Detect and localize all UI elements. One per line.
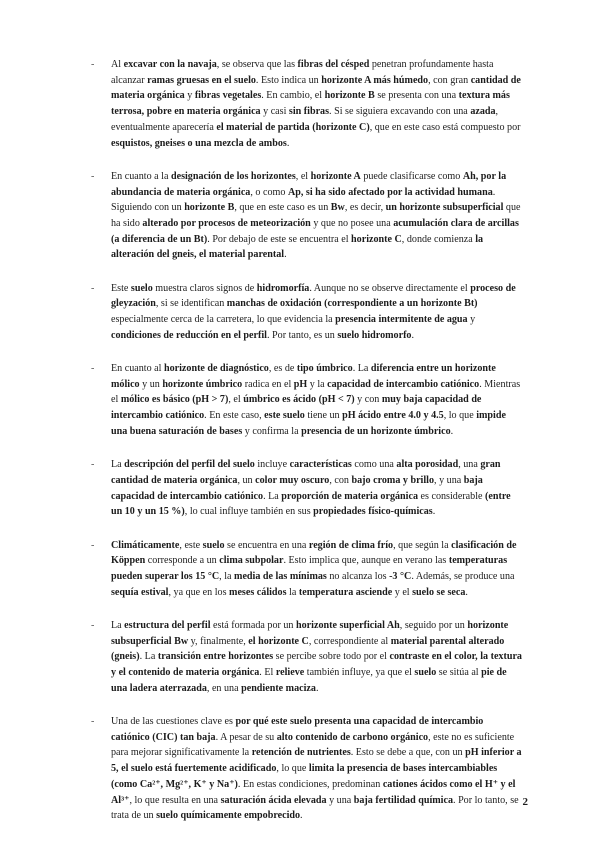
bold-text: horizonte C xyxy=(351,233,402,245)
text: y un xyxy=(139,378,163,390)
text: . Por tanto, es un xyxy=(266,329,338,341)
text: . En cambio, el xyxy=(261,90,325,102)
text: que ha sido xyxy=(111,202,521,229)
text: . En este caso, xyxy=(204,410,265,422)
text: , y una xyxy=(434,474,464,486)
text: , que en este caso está compuesto por xyxy=(369,121,521,133)
bullet-paragraph xyxy=(86,57,522,151)
text: , si se identifican xyxy=(155,298,227,310)
text: , con xyxy=(329,474,352,486)
text: , este no es suficiente para mejorar significativamente la xyxy=(111,731,515,759)
bullet-dash: - xyxy=(91,619,95,631)
bold-text: región de clima frío xyxy=(308,539,394,551)
text: y xyxy=(184,90,195,102)
bold-text: designación de los horizontes xyxy=(170,170,296,182)
bold-text: horizonte superficial Ah xyxy=(296,619,400,631)
bullet-paragraph xyxy=(86,361,522,440)
text: , en una xyxy=(206,682,242,694)
bold-text: meses cálidos xyxy=(229,586,287,598)
bold-text: presencia de un horizonte úmbrico xyxy=(301,425,451,437)
bold-text: ramas gruesas en el suelo xyxy=(147,74,256,86)
bold-text: horizonte A xyxy=(310,170,361,182)
text: Al xyxy=(111,59,124,70)
text: muestra claros signos de xyxy=(152,282,257,294)
bold-text: suelo xyxy=(130,282,153,294)
bold-text: temperatura asciende xyxy=(298,586,393,598)
text: corresponde a un xyxy=(145,555,220,567)
bold-text: pH inferior a 5, el suelo está fuertemente acidificado xyxy=(111,747,522,775)
text: La xyxy=(111,619,125,631)
bullet-dash: - xyxy=(91,716,95,728)
bold-text: azada xyxy=(470,106,496,118)
bold-text: limita la presencia de bases intercambiables (como Ca²⁺, Mg²⁺, K⁺ y Na⁺) xyxy=(111,763,498,790)
bold-text: pH xyxy=(293,378,308,390)
bold-text: clima subpolar xyxy=(219,555,284,567)
bold-text: retención de nutrientes xyxy=(251,747,351,759)
bold-text: sequía estival xyxy=(111,586,169,598)
bold-text: suelo químicamente empobrecido xyxy=(156,810,301,822)
bold-text: horizonte B xyxy=(324,90,375,102)
text: y una xyxy=(326,794,354,806)
text: y casi xyxy=(260,106,289,118)
text: está formada por un xyxy=(210,619,297,631)
text: , un xyxy=(237,474,256,486)
bold-text: suelo se seca xyxy=(412,586,466,598)
bold-text: Ap, si ha sido afectado por la actividad humana xyxy=(287,186,493,198)
bold-text: diferencia entre un horizonte mólico xyxy=(111,363,496,390)
bold-text: descripción del perfil del suelo xyxy=(124,459,255,471)
bold-text: horizonte B xyxy=(184,202,235,214)
text: . xyxy=(465,586,468,598)
bold-text: media de las mínimas xyxy=(234,570,327,582)
bold-text: mólico es básico (pH > 7) xyxy=(120,394,229,406)
bold-text: cantidad de materia orgánica xyxy=(111,74,521,102)
page-number: 2 xyxy=(522,796,528,808)
text: , seguido por un xyxy=(399,619,468,631)
bold-text: (entre un 10 y un 15 %) xyxy=(111,490,511,518)
bullet-paragraph xyxy=(86,714,522,824)
bold-text: Ah, por la abundancia de materia orgánica xyxy=(111,170,507,198)
bold-text: transición entre horizontes xyxy=(157,651,274,663)
text: penetran profundamente hasta alcanzar xyxy=(111,59,494,86)
text: . Por debajo de este se encuentra el xyxy=(207,233,352,245)
bold-text: gran cantidad de materia orgánica xyxy=(111,459,501,486)
bold-text: baja fertilidad química xyxy=(353,794,454,806)
bold-text: la alteración del gneis, el material parental xyxy=(111,233,484,261)
text: puede clasificarse como xyxy=(360,170,463,182)
bold-text: baja capacidad de intercambio catiónico xyxy=(111,474,483,502)
bold-text: Climáticamente xyxy=(111,539,180,551)
text: , ya que en los xyxy=(168,586,230,598)
bold-text: un horizonte subsuperficial xyxy=(385,202,504,214)
bold-text: horizonte de diagnóstico xyxy=(163,363,269,375)
bold-text: fibras vegetales xyxy=(194,90,262,102)
text: , el xyxy=(295,170,311,182)
text: , lo que xyxy=(276,763,309,775)
text: . xyxy=(450,425,454,437)
bold-text: temperaturas pueden superar los 15 °C xyxy=(111,555,508,582)
bold-text: hidromorfía xyxy=(256,282,310,294)
text: . xyxy=(284,249,287,261)
bold-text: el material de partida (horizonte C) xyxy=(216,121,370,133)
text: se encuentra en una xyxy=(224,539,309,551)
bold-text: el horizonte C xyxy=(248,635,309,647)
text: . El xyxy=(259,667,276,679)
bold-text: sin fibras xyxy=(288,106,330,118)
text: . A pesar de su xyxy=(215,731,277,743)
bold-text: alterado por procesos de meteorización xyxy=(142,217,311,229)
text: se sitúa al xyxy=(436,667,482,679)
text: , que según la xyxy=(393,539,452,551)
bold-text: capacidad de intercambio catiónico xyxy=(327,378,480,390)
text: . xyxy=(411,329,415,341)
bold-text: pendiente maciza xyxy=(241,682,316,694)
text: se presenta con una xyxy=(374,90,459,102)
text: , con gran xyxy=(428,74,471,86)
bold-text: proceso de gleyzación xyxy=(111,282,516,310)
text: como una xyxy=(351,459,397,471)
bold-text: excavar con la navaja xyxy=(123,59,217,70)
text: . xyxy=(315,682,319,694)
bold-text: úmbrico es ácido (pH < 7) xyxy=(243,394,355,406)
text: especialmente cerca de la carretera, lo que evidencia la xyxy=(111,314,336,326)
text: también influye, ya que el xyxy=(304,667,415,679)
text: , es de xyxy=(268,363,297,375)
bold-text: material parental alterado (gneis) xyxy=(111,635,505,663)
bold-text: horizonte subsuperficial Bw xyxy=(111,619,509,647)
text: , una xyxy=(458,459,481,471)
bold-text: cationes ácidos como el H⁺ y el Al³⁺ xyxy=(111,778,516,806)
bullet-paragraph xyxy=(86,538,522,601)
text: , se observa que las xyxy=(216,59,298,70)
text: , que en este caso es un xyxy=(234,202,331,214)
bold-text: esquistos, gneises o una mezcla de ambos xyxy=(111,137,287,149)
text: incluye xyxy=(254,459,290,471)
bold-text: alto contenido de carbono orgánico xyxy=(276,731,429,743)
text: y, finalmente, xyxy=(188,635,249,647)
text: , o como xyxy=(250,186,288,198)
bold-text: Bw xyxy=(330,202,345,214)
text: En cuanto al xyxy=(111,363,164,375)
bold-text: características xyxy=(289,459,352,471)
text: . En estas condiciones, predominan xyxy=(237,778,383,790)
text: . La xyxy=(352,363,371,375)
bold-text: manchas de oxidación (correspondiente a un horizonte Bt) xyxy=(226,298,478,310)
text: y el xyxy=(392,586,413,598)
bold-text: suelo xyxy=(202,539,225,551)
text: En cuanto a la xyxy=(111,170,171,182)
bold-text: -3 °C xyxy=(389,570,412,582)
bold-text: relieve xyxy=(275,667,305,679)
bold-text: propiedades físico-químicas xyxy=(313,506,433,518)
text: La xyxy=(111,459,125,471)
text: . xyxy=(286,137,290,149)
bullet-list xyxy=(86,57,522,842)
text: . Esto indica un xyxy=(255,74,322,86)
bold-text: muy baja capacidad de intercambio catiónico xyxy=(111,394,482,422)
text: es considerable xyxy=(418,490,486,502)
bold-text: suelo xyxy=(414,667,437,679)
text: y xyxy=(467,314,476,326)
text: Una de las cuestiones clave es xyxy=(111,716,236,728)
bold-text: pie de una ladera aterrazada xyxy=(111,667,507,694)
bold-text: estructura del perfil xyxy=(124,619,211,631)
bullet-dash: - xyxy=(91,539,95,551)
text: se percibe sobre todo por el xyxy=(273,651,390,663)
bold-text: suelo hidromorfo xyxy=(337,329,412,341)
bold-text: condiciones de reducción en el perfil xyxy=(111,329,267,341)
text: , correspondiente al xyxy=(308,635,391,647)
bullet-paragraph xyxy=(86,618,522,697)
text: . La xyxy=(139,651,158,663)
text: , es decir, xyxy=(344,202,386,214)
text: . Siguiendo con un xyxy=(111,186,496,214)
bold-text: saturación ácida elevada xyxy=(220,794,327,806)
bullet-dash: - xyxy=(91,363,95,375)
text: Este xyxy=(111,282,131,294)
text: . xyxy=(432,506,436,518)
bold-text: clasificación de Köppen xyxy=(111,539,517,567)
text: y la xyxy=(307,378,328,390)
bullet-dash: - xyxy=(91,59,95,70)
text: . Mientras el xyxy=(111,378,521,406)
bold-text: tipo úmbrico xyxy=(296,363,353,375)
bold-text: contraste en el color, la textura y el contenido de materia orgánica xyxy=(111,651,522,679)
text: , la xyxy=(219,570,235,582)
bullet-paragraph xyxy=(86,457,522,520)
text: , donde comienza xyxy=(401,233,476,245)
bullet-dash: - xyxy=(91,459,95,471)
text: no alcanza los xyxy=(326,570,390,582)
bullet-dash: - xyxy=(91,282,95,294)
text: , el xyxy=(228,394,244,406)
text: . xyxy=(300,810,303,822)
text: y que no posee una xyxy=(310,217,394,229)
bold-text: alta porosidad xyxy=(396,459,459,471)
bullet-dash: - xyxy=(91,170,95,182)
text: tiene un xyxy=(304,410,343,422)
text: y con xyxy=(354,394,382,406)
text: radica en el xyxy=(242,378,294,390)
text: . Esto se debe a que, con un xyxy=(350,747,466,759)
text: . La xyxy=(263,490,282,502)
text: , lo que xyxy=(443,410,477,422)
text: . Por lo tanto, se trata de un xyxy=(111,794,519,822)
text: . Esto implica que, aunque en verano las xyxy=(283,555,449,567)
bold-text: acumulación clara de arcillas (a diferencia de un Bt) xyxy=(111,217,519,245)
text: , lo que resulta en una xyxy=(129,794,221,806)
bold-text: pH ácido entre 4.0 y 4.5 xyxy=(342,410,444,422)
bold-text: proporción de materia orgánica xyxy=(281,490,419,502)
text: , lo cual influye también en sus xyxy=(184,506,314,518)
text: , este xyxy=(179,539,203,551)
bullet-paragraph xyxy=(86,169,522,263)
bold-text: color muy oscuro xyxy=(255,474,330,486)
bold-text: este suelo xyxy=(264,410,305,422)
bold-text: horizonte úmbrico xyxy=(162,378,243,390)
text: y confirma la xyxy=(242,425,302,437)
text: , eventualmente aparecería xyxy=(111,106,499,133)
bold-text: fibras del césped xyxy=(297,59,370,70)
bold-text: bajo croma y brillo xyxy=(351,474,435,486)
bullet-paragraph xyxy=(86,281,522,344)
bold-text: horizonte A más húmedo xyxy=(321,74,429,86)
bold-text: textura más terrosa, pobre en materia orgánica xyxy=(111,90,510,118)
text: . Aunque no se observe directamente el xyxy=(309,282,471,294)
bold-text: impide una buena saturación de bases xyxy=(111,410,506,437)
text: . Además, se produce una xyxy=(411,570,515,582)
bold-text: por qué este suelo presenta una capacidad de intercambio catiónico (CIC) tan baja xyxy=(111,716,484,743)
text: . Si se siguiera excavando con una xyxy=(329,106,471,118)
text: la xyxy=(286,586,299,598)
bold-text: presencia intermitente de agua xyxy=(335,314,468,326)
